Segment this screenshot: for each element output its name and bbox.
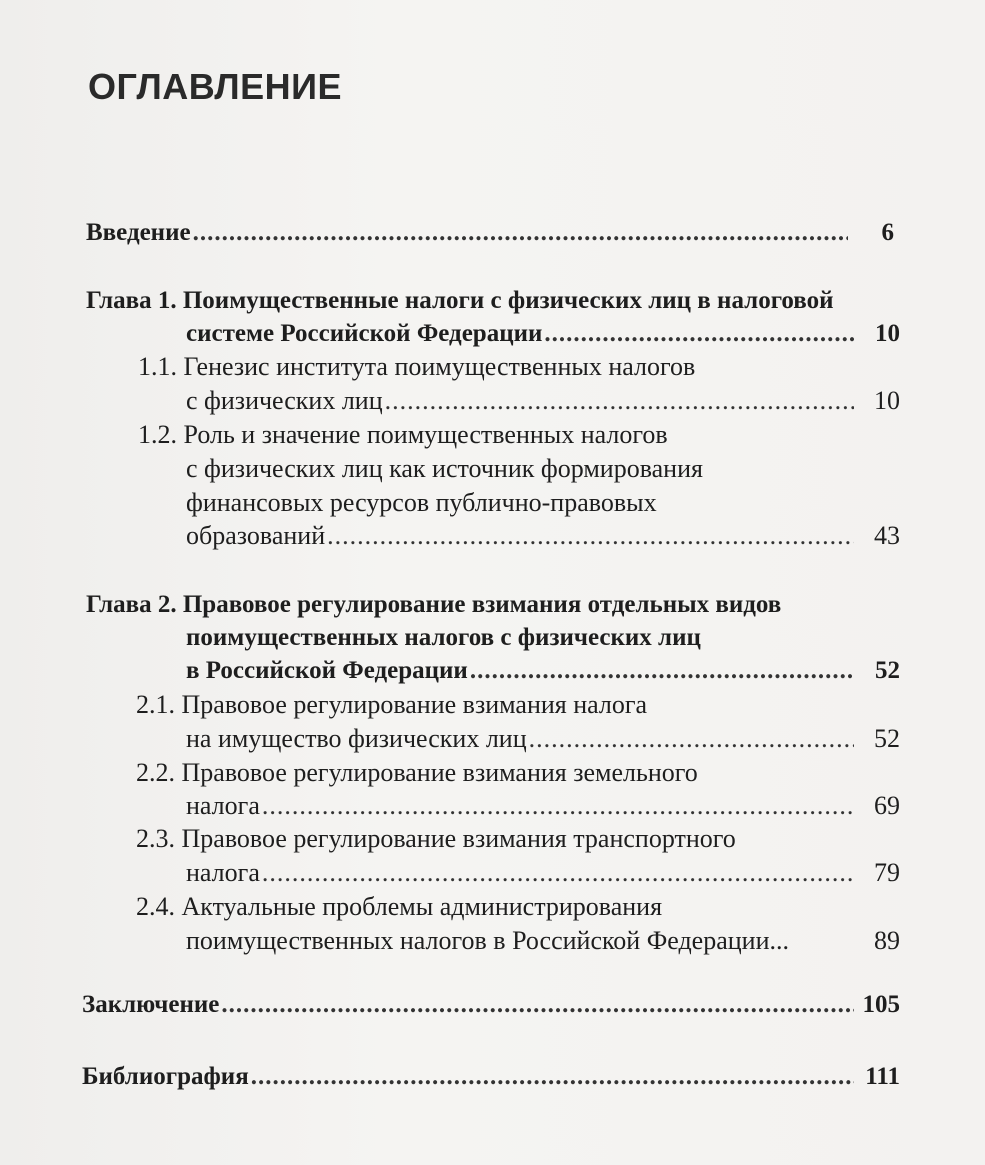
toc-section-1-1 [186,386,900,416]
toc-entry-label: Введение [86,219,191,246]
toc-page-number: 105 [862,991,900,1018]
toc-page-number: 10 [874,386,900,415]
toc-entry-label: Библиография [82,1063,249,1090]
toc-section-1-2-line-1: 1.2. Роль и значение поимущественных налогов [138,420,668,449]
toc-section-2-2 [186,791,900,821]
dot-leader [193,218,848,248]
toc-entry-intro [86,218,894,248]
toc-entry-label: налога [186,791,260,820]
toc-page-number: 43 [874,521,900,550]
dot-leader [251,1062,854,1092]
dot-leader [327,521,854,551]
toc-page-number: 52 [874,724,900,753]
toc-section-1-2-line-3: финансовых ресурсов публично-правовых [186,488,657,517]
toc-section-2-2-line-1: 2.2. Правовое регулирование взимания земельного [136,758,698,787]
toc-chapter-2-line-1: Глава 2. Правовое регулирование взимания отдельных видов [86,591,782,618]
toc-section-1-1-line-1: 1.1. Генезис института поимущественных налогов [138,352,696,381]
toc-entry-label: на имущество физических лиц [186,724,527,753]
toc-page-number: 69 [874,791,900,820]
toc-entry-label: Заключение [82,991,220,1018]
toc-section-1-2-line-2: с физических лиц как источник формирования [186,454,703,483]
toc-chapter-2-line-2: поимущественных налогов с физических лиц [186,624,701,651]
toc-entry-bibliography [82,1062,900,1092]
toc-page-number: 6 [881,219,894,246]
dot-leader [529,724,854,754]
toc-chapter-2 [186,656,900,686]
toc-chapter-1-line-1: Глава 1. Поимущественные налоги с физических лиц в налоговой [86,287,834,314]
dot-leader [262,858,854,888]
toc-page-number: 79 [874,858,900,887]
toc-chapter-1 [186,319,900,349]
toc-section-2-3-line-1: 2.3. Правовое регулирование взимания транспортного [136,824,736,853]
toc-entry-label: системе Российской Федерации [186,320,543,347]
dot-leader [470,656,854,686]
toc-entry-conclusion [82,990,900,1020]
toc-entry-label: в Российской Федерации [186,657,468,684]
page-title: ОГЛАВЛЕНИЕ [88,66,343,107]
dot-leader [262,791,854,821]
toc-section-2-4 [186,926,900,956]
toc-entry-label: поимущественных налогов в Российской Федерации... [186,926,790,955]
toc-section-2-1 [186,724,900,754]
toc-page-number: 10 [875,320,900,347]
toc-section-1-2 [186,521,900,551]
toc-page-number: 89 [874,926,900,955]
toc-page-number: 52 [875,657,900,684]
toc-page-number: 111 [865,1063,900,1090]
dot-leader [385,386,854,416]
toc-entry-label: с физических лиц [186,386,383,415]
dot-leader [544,319,854,349]
toc-entry-label: образований [186,521,326,550]
toc-entry-label: налога [186,858,260,887]
toc-section-2-1-line-1: 2.1. Правовое регулирование взимания налога [136,690,648,719]
toc-section-2-3 [186,858,900,888]
dot-leader [221,990,854,1020]
toc-section-2-4-line-1: 2.4. Актуальные проблемы администрирования [136,892,663,921]
